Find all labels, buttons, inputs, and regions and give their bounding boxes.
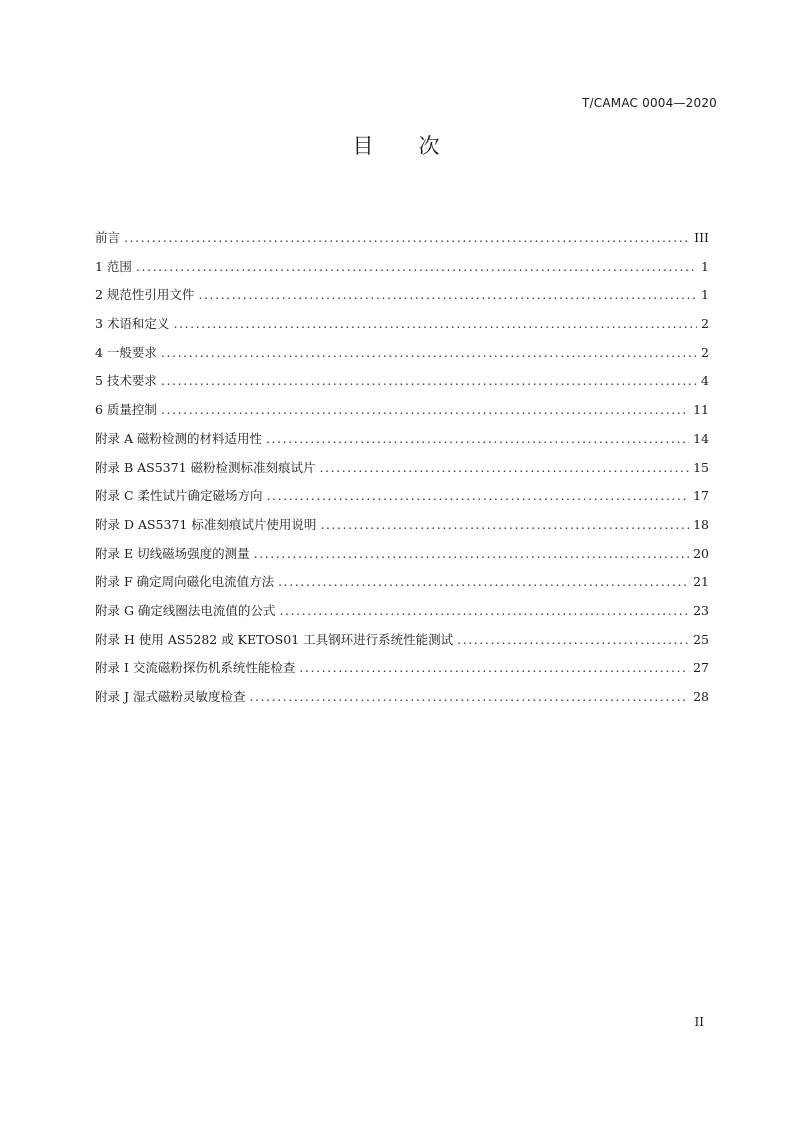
- toc-entry-appendix-g[interactable]: [95, 601, 709, 630]
- toc-leader-dots: [136, 259, 697, 274]
- toc-leader-dots: [457, 632, 689, 647]
- toc-entry-label: 6 质量控制: [95, 402, 157, 418]
- toc-entry-label: 4 一般要求: [95, 344, 157, 360]
- toc-entry-label: 附录 G 确定线圈法电流值的公式: [95, 602, 276, 618]
- toc-entry-label: 附录 C 柔性试片确定磁场方向: [95, 488, 263, 504]
- toc-entry-page: 28: [693, 689, 709, 704]
- toc-entry-technical-requirements[interactable]: [95, 371, 709, 400]
- toc-leader-dots: [198, 287, 697, 302]
- toc-entry-label: 2 规范性引用文件: [95, 287, 195, 303]
- toc-leader-dots: [173, 316, 697, 331]
- toc-entry-page: 1: [701, 287, 709, 303]
- toc-entry-label: 附录 A 磁粉检测的材料适用性: [95, 430, 262, 446]
- toc-leader-dots: [161, 402, 689, 417]
- toc-entry-page: 1: [701, 258, 709, 274]
- toc-leader-dots: [320, 517, 689, 532]
- toc-entry-page: 4: [701, 373, 709, 389]
- toc-leader-dots: [161, 345, 697, 360]
- toc-entry-appendix-d[interactable]: [95, 515, 709, 544]
- toc-entry-label: 附录 F 确定周向磁化电流值方法: [95, 574, 275, 590]
- toc-entry-appendix-i[interactable]: [95, 658, 709, 687]
- toc-leader-dots: [320, 460, 690, 475]
- toc-entry-scope[interactable]: [95, 257, 709, 286]
- toc-entry-page: 20: [693, 545, 709, 561]
- toc-entry-page: 18: [693, 516, 709, 532]
- toc-entry-page: 23: [693, 602, 709, 618]
- toc-entry-page: 2: [701, 344, 709, 360]
- toc-entry-label: 附录 J 湿式磁粉灵敏度检查: [95, 689, 246, 704]
- toc-entry-page: 11: [693, 402, 709, 418]
- toc-leader-dots: [249, 689, 689, 704]
- toc-entry-label: 1 范围: [95, 258, 132, 274]
- toc-entry-label: 附录 B AS5371 磁粉检测标准刻痕试片: [95, 459, 316, 475]
- toc-entry-appendix-h[interactable]: [95, 630, 709, 659]
- toc-entry-appendix-f[interactable]: [95, 572, 709, 601]
- toc-entry-label: 附录 D AS5371 标准刻痕试片使用说明: [95, 516, 317, 532]
- toc-leader-dots: [299, 660, 689, 675]
- toc-entry-page: 2: [701, 316, 709, 332]
- document-code: T/CAMAC 0004—2020: [582, 96, 717, 110]
- toc-entry-label: 3 术语和定义: [95, 316, 170, 332]
- toc-entry-appendix-a[interactable]: [95, 429, 709, 458]
- toc-entry-terms-definitions[interactable]: [95, 314, 709, 343]
- toc-leader-dots: [266, 431, 689, 446]
- toc-entry-page: 15: [693, 459, 709, 475]
- toc-entry-page: 21: [693, 574, 709, 590]
- toc-entry-label: 前言: [95, 230, 121, 245]
- toc-entry-appendix-e[interactable]: [95, 544, 709, 573]
- toc-entry-appendix-j[interactable]: [95, 687, 709, 716]
- toc-leader-dots: [278, 574, 689, 589]
- toc-entry-label: 附录 E 切线磁场强度的测量: [95, 545, 250, 561]
- toc-entry-label: 附录 I 交流磁粉探伤机系统性能检查: [95, 660, 296, 676]
- toc-entry-label: 附录 H 使用 AS5282 或 KETOS01 工具钢环进行系统性能测试: [95, 631, 454, 647]
- toc-entry-page: III: [694, 230, 709, 245]
- toc-entry-page: 17: [693, 488, 709, 504]
- toc-entry-page: 27: [693, 660, 709, 676]
- toc-entry-appendix-b[interactable]: [95, 458, 709, 487]
- toc-entry-foreword[interactable]: [95, 228, 709, 257]
- page-number: II: [694, 1015, 704, 1029]
- toc-leader-dots: [279, 603, 689, 618]
- toc-leader-dots: [267, 488, 690, 503]
- toc-entry-normative-references[interactable]: [95, 285, 709, 314]
- toc-leader-dots: [254, 546, 690, 561]
- toc-entry-page: 25: [693, 631, 709, 647]
- toc-entry-appendix-c[interactable]: [95, 486, 709, 515]
- toc-entry-label: 5 技术要求: [95, 373, 157, 389]
- toc-entry-page: 14: [693, 430, 709, 446]
- table-of-contents: [95, 228, 709, 716]
- toc-entry-quality-control[interactable]: [95, 400, 709, 429]
- toc-entry-general-requirements[interactable]: [95, 343, 709, 372]
- page-title: 目 次: [352, 134, 441, 158]
- toc-leader-dots: [124, 230, 690, 245]
- toc-leader-dots: [161, 373, 697, 388]
